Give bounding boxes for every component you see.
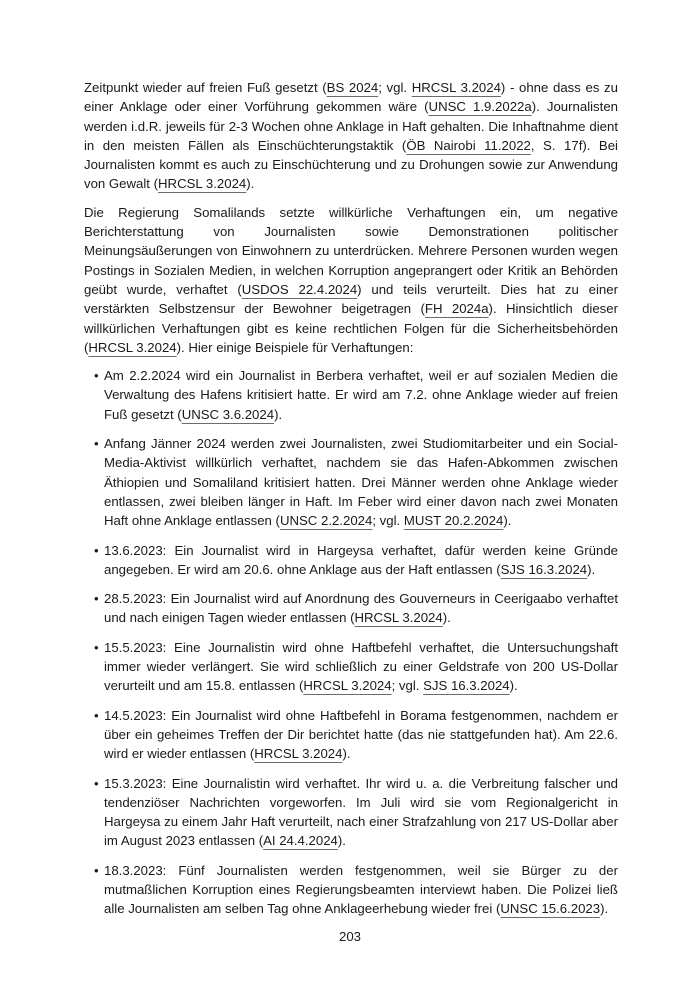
citation-link[interactable]: UNSC 3.6.2024 xyxy=(181,406,275,422)
body-paragraph xyxy=(84,78,618,194)
citation-link[interactable]: HRCSL 3.2024 xyxy=(254,746,343,762)
text-run: Zeitpunkt wieder auf freien Fuß gesetzt ( xyxy=(84,80,327,95)
citation-link[interactable]: SJS 16.3.2024 xyxy=(500,561,588,577)
citation-link[interactable]: SJS 16.3.2024 xyxy=(423,678,510,694)
text-run: 28.5.2023: Ein Journalist wird auf Anordnung des Gouverneurs in Ceerigaabo verhaftet und nach einigen Tagen wieder entlassen ( xyxy=(104,591,618,626)
citation-link[interactable]: USDOS 22.4.2024 xyxy=(241,281,358,297)
list-item xyxy=(84,589,618,628)
bullet-icon: • xyxy=(94,591,99,607)
text-run: ; vgl. xyxy=(391,678,424,694)
list-item xyxy=(84,366,618,424)
bullet-icon: • xyxy=(94,368,99,384)
text-run: ). Hinsichtlich dieser willkürlichen Verhaftungen gibt es keine rechtlichen Folgen für die Sicherheitsbehörden ( xyxy=(84,301,618,355)
list-item xyxy=(84,434,618,530)
body-paragraphs xyxy=(84,78,618,357)
text-run: Die Regierung Somalilands setzte willkürliche Verhaftungen ein, um negative Berichterstattung von Journalisten sowie Demonstrationen politischer Meinungsäußerungen von Einwohnern zu unterdrücken. Mehrere Personen wurden wegen Postings in Sozialen Medien, in welchen Korruption angeprangert oder Kritik an Behörden geübt wurde, verhaftet ( xyxy=(84,204,618,297)
text-run: ). xyxy=(342,746,351,762)
text-run: ). xyxy=(587,561,596,577)
list-item xyxy=(84,861,618,919)
text-run: ). xyxy=(442,610,451,626)
bullet-icon: • xyxy=(94,436,99,452)
text-run: ). xyxy=(503,513,512,529)
citation-link[interactable]: HRCSL 3.2024 xyxy=(303,678,392,694)
citation-link[interactable]: HRCSL 3.2024 xyxy=(354,610,443,626)
bullet-icon: • xyxy=(94,775,99,791)
citation-link[interactable]: HRCSL 3.2024 xyxy=(88,339,177,355)
citation-link[interactable]: HRCSL 3.2024 xyxy=(158,176,247,192)
text-run: 15.3.2023: Eine Journalistin wird verhaftet. Ihr wird u. a. die Verbreitung falscher und tendenziöser Nachrichten vorgeworfen. Im Juli wird sie vom Regionalgericht in Hargeysa zu einem Jahr Haft verurteilt, nach einer Strafzahlung von 217 US-Dollar aber im August 2023 entlassen ( xyxy=(104,775,618,849)
bullet-icon: • xyxy=(94,707,99,723)
citation-link[interactable]: HRCSL 3.2024 xyxy=(411,80,501,95)
text-run: 18.3.2023: Fünf Journalisten werden festgenommen, weil sie Bürger zu der mutmaßlichen Korruption eines Regierungsbeamten interviewt haben. Die Polizei ließ alle Journalisten am selben Tag ohne Anklageerhebung wieder frei ( xyxy=(104,862,618,917)
citation-link[interactable]: BS 2024 xyxy=(326,80,379,95)
text-run: , S. 17f). Bei Journalisten kommt es auch zu Einschüchterung und zu Drohungen sowie zur Anwendung von Gewalt ( xyxy=(84,137,618,192)
list-item xyxy=(84,638,618,696)
citation-link[interactable]: UNSC 2.2.2024 xyxy=(279,513,373,529)
body-paragraph xyxy=(84,203,618,357)
page-number: 203 xyxy=(338,929,361,944)
text-run: Anfang Jänner 2024 werden zwei Journalisten, zwei Studiomitarbeiter und ein Social-Media-Aktivist willkürlich verhaftet, nachdem sie das Hafen-Abkommen zwischen Äthiopien und Somaliland kritisiert hatten. Drei Männer werden ohne Anklage wieder entlassen, zwei bleiben länger in Haft. Im Feber wird einer davon nach zwei Monaten Haft ohne Anklage entlassen ( xyxy=(104,436,618,529)
text-run: ). Hier einige Beispiele für Verhaftungen: xyxy=(176,339,414,355)
text-run: 14.5.2023: Ein Journalist wird ohne Haftbefehl in Borama festgenommen, nachdem er über ein geheimes Treffen der Dir berichtet hatte (das nie stattgefunden hat). Am 22.6. wird er wieder entlassen ( xyxy=(104,707,618,762)
bullet-icon: • xyxy=(94,639,99,655)
text-run: ; vgl. xyxy=(378,80,412,95)
list-item xyxy=(84,541,618,580)
citation-link[interactable]: FH 2024a xyxy=(424,301,489,317)
text-run: Am 2.2.2024 wird ein Journalist in Berbera verhaftet, weil er auf sozialen Medien die Verwaltung des Hafens kritisiert hatte. Er wird am 7.2. ohne Anklage wieder auf freien Fuß gesetzt ( xyxy=(104,368,618,422)
list-item xyxy=(84,774,618,851)
citation-link[interactable]: MUST 20.2.2024 xyxy=(403,513,504,529)
citation-link[interactable]: ÖB Nairobi 11.2022 xyxy=(406,137,531,153)
text-run: ). xyxy=(246,176,255,192)
bullet-icon: • xyxy=(94,862,99,878)
text-run: ; vgl. xyxy=(372,513,404,529)
list-item xyxy=(84,706,618,764)
arrest-examples-list xyxy=(84,366,618,918)
citation-link[interactable]: AI 24.4.2024 xyxy=(263,833,338,849)
text-run: ). xyxy=(274,406,283,422)
text-run: ). xyxy=(337,833,346,849)
text-run: ) und teils verurteilt. Dies hat zu einer verstärkten Selbstzensur der Bewohner beigetragen ( xyxy=(84,281,618,317)
bullet-icon: • xyxy=(94,542,99,558)
text-run: ). Journalisten werden i.d.R. jeweils für 2-3 Wochen ohne Anklage in Haft gehalten. Die Inhaftnahme dient in den meisten Fällen als Einschüchterungstaktik ( xyxy=(84,99,618,153)
text-run: 15.5.2023: Eine Journalistin wird ohne Haftbefehl verhaftet, die Untersuchungshaft immer wieder verlängert. Sie wird schließlich zu einer Geldstrafe von 200 US-Dollar verurteilt und am 15.8. entlassen ( xyxy=(104,639,618,694)
document-page xyxy=(84,78,618,929)
citation-link[interactable]: UNSC 1.9.2022a xyxy=(428,99,532,115)
text-run: ) - ohne dass es zu einer Anklage oder einer Vorführung gekommen wäre ( xyxy=(84,80,618,115)
citation-link[interactable]: UNSC 15.6.2023 xyxy=(500,901,601,917)
text-run: 13.6.2023: Ein Journalist wird in Hargeysa verhaftet, dafür werden keine Gründe angegeben. Er wird am 20.6. ohne Anklage aus der Haft entlassen ( xyxy=(104,542,618,577)
text-run: ). xyxy=(509,678,518,694)
text-run: ). xyxy=(600,901,609,917)
